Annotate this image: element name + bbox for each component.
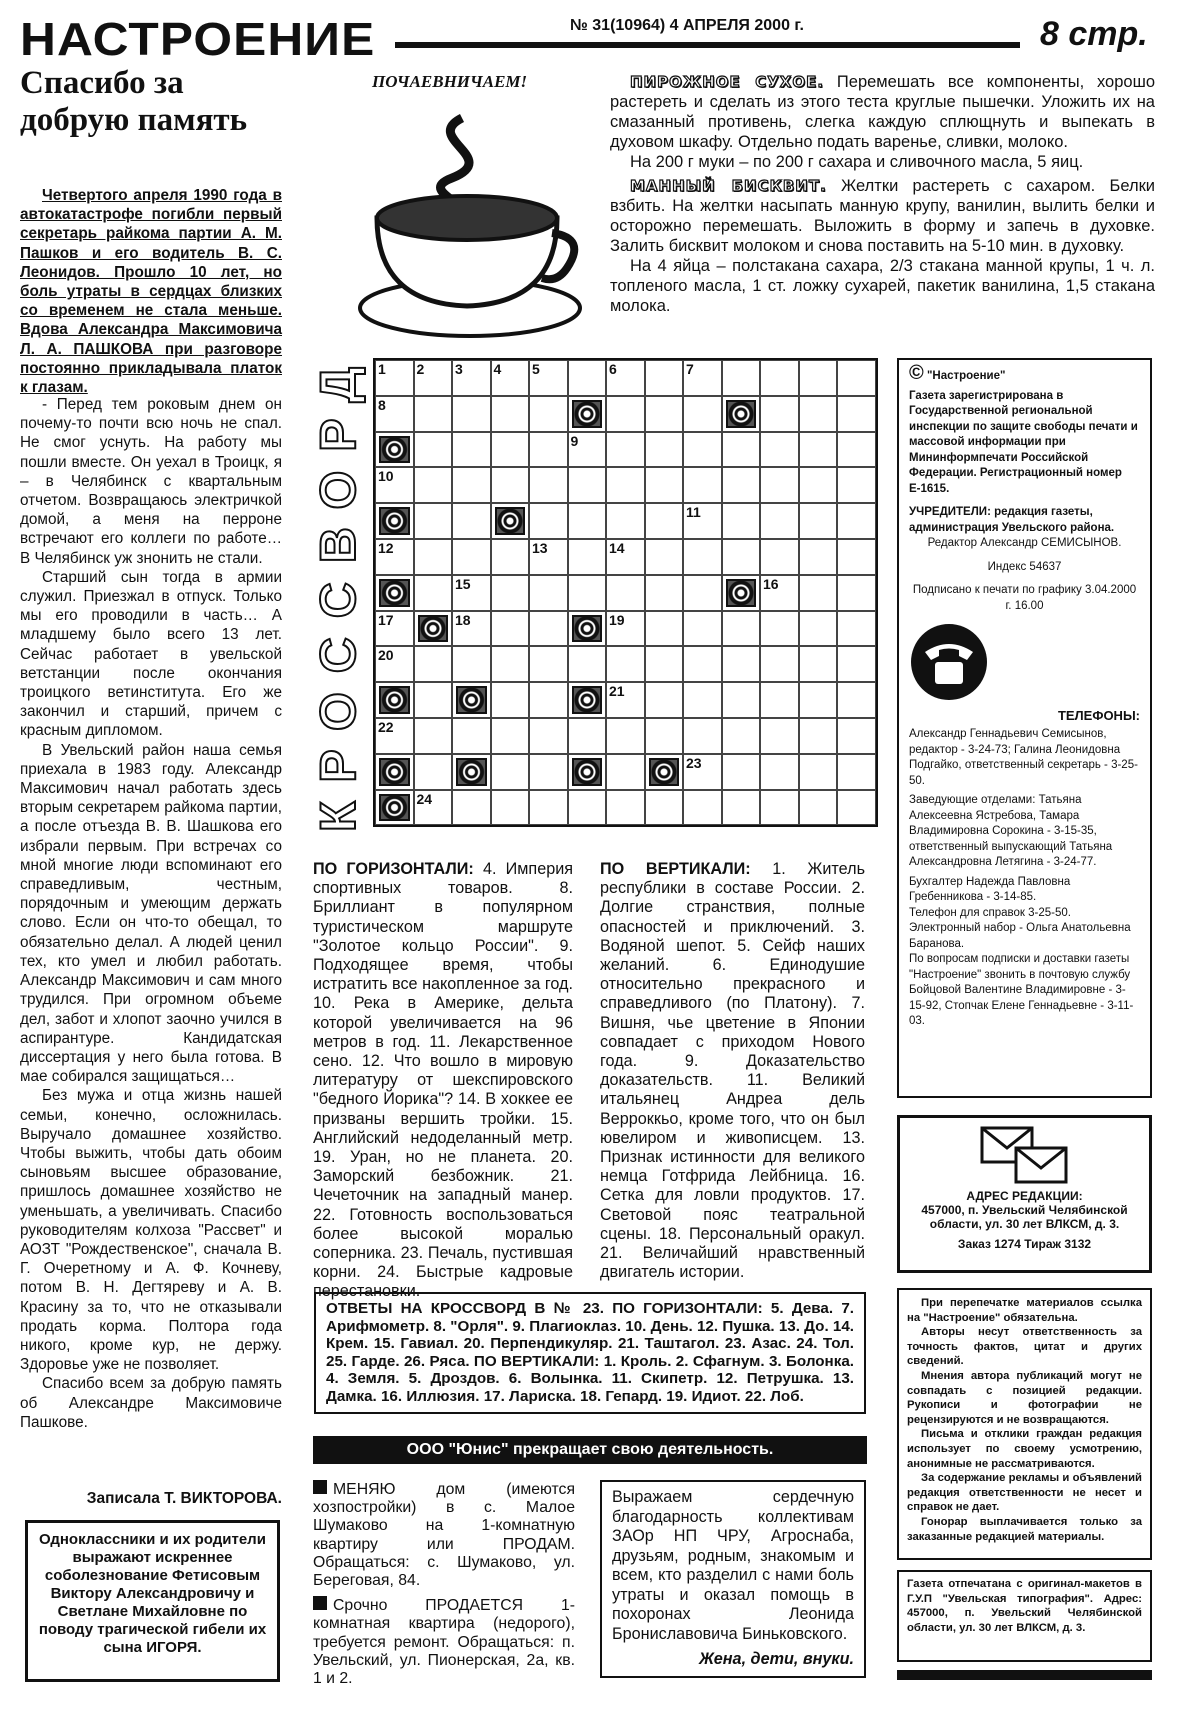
crossword-cell xyxy=(375,467,414,503)
crossword-cell xyxy=(529,467,568,503)
clues-down xyxy=(600,860,865,1282)
crossword-cell xyxy=(529,432,568,468)
ad-text: Срочно ПРОДАЕТСЯ 1-комнатная квартира (недорого), требуется ремонт. Обращаться: п. Увельский, ул. Пионерская, 2а, кв. 1 и 2. xyxy=(313,1597,575,1688)
crossword-number: 23 xyxy=(686,754,702,771)
crossword-number: 12 xyxy=(378,539,394,556)
rule-item: Гонорар выплачивается только за заказанные редакцией материалы. xyxy=(907,1515,1142,1543)
crossword-cell xyxy=(606,646,645,682)
crossword-block xyxy=(452,682,491,718)
crossword-cell xyxy=(606,611,645,647)
crossword-cell xyxy=(645,575,684,611)
crossword-vertical-title xyxy=(310,362,366,842)
crossword-cell xyxy=(529,360,568,396)
crossword-cell xyxy=(683,503,722,539)
crossword-number: 22 xyxy=(378,718,394,735)
article-signature: Записала Т. ВИКТОРОВА. xyxy=(86,1490,282,1507)
crossword-cell xyxy=(606,503,645,539)
crossword-block xyxy=(375,682,414,718)
crossword-cell xyxy=(645,467,684,503)
page-number: 8 стр. xyxy=(1040,15,1148,53)
crossword-block xyxy=(568,754,607,790)
crossword-cell xyxy=(683,646,722,682)
crossword-block xyxy=(375,790,414,826)
crossword-cell xyxy=(606,467,645,503)
crossword-cell xyxy=(414,718,453,754)
crossword-cell xyxy=(491,467,530,503)
gratitude-text: Выражаем сердечную благодарность коллективам ЗАОр НП ЧРУ, Агроснаба, друзьям, родным, знакомым и всем, кто разделил с нами боль утраты и оказал помощь в похоронах Леонида Брониславовича Биньковского. xyxy=(612,1488,854,1643)
crossword-cell xyxy=(375,360,414,396)
crossword-cell xyxy=(683,611,722,647)
crossword-cell xyxy=(606,790,645,826)
crossword-cell xyxy=(529,575,568,611)
crossword-cell xyxy=(414,575,453,611)
crossword-cell xyxy=(606,575,645,611)
crossword-cell xyxy=(375,396,414,432)
crossword-cell xyxy=(568,718,607,754)
crossword-cell xyxy=(799,718,838,754)
crossword-cell xyxy=(529,754,568,790)
phones-line: Электронный набор - Ольга Анатольевна Баранова. xyxy=(909,922,1131,950)
gratitude-box xyxy=(600,1480,866,1678)
phones-line: Телефон для справок 3-25-50. xyxy=(909,906,1071,919)
bullet-square xyxy=(313,1480,327,1494)
bullet-square xyxy=(313,1596,327,1610)
ad-text: МЕНЯЮ дом (имеются хозпостройки) в с. Малое Шумаково на 1-комнатную квартиру или ПРОДАМ. Обращаться: с. Шумаково, ул. Береговая, 84. xyxy=(313,1481,575,1590)
crossword-cell xyxy=(645,503,684,539)
article-title: Спасибо за добрую память xyxy=(20,65,248,138)
crossword-cell xyxy=(760,396,799,432)
article-paragraph: - Перед тем роковым днем он почему-то почти всю ночь не спал. Не смог уснуть. На работу мы пошли вместе. Он уехал в Троицк, я – в Челябинск с квартальным отчетом. Возвращаюсь электричкой домой, а меня на перроне встречают его коллеги по работе… В Челябинск уж знонить не стали. xyxy=(20,396,282,567)
crossword-number: 8 xyxy=(378,396,386,413)
crossword-cell xyxy=(606,718,645,754)
address-box xyxy=(897,1115,1152,1273)
crossword-number: 15 xyxy=(455,575,471,592)
crossword-title-text: КРОССВОРД xyxy=(310,367,366,832)
rule-item: Мнения автора публикаций могут не совпадать с позицией редакции. Рукописи и фотографии не рецензируются и не возвращаются. xyxy=(907,1369,1142,1426)
crossword-cell xyxy=(645,682,684,718)
bottom-rule xyxy=(897,1670,1152,1680)
crossword-number: 1 xyxy=(378,361,386,377)
notice-bar: ООО "Юнис" прекращает свою деятельность. xyxy=(313,1436,867,1464)
crossword-cell xyxy=(491,396,530,432)
crossword-cell xyxy=(837,790,876,826)
crossword-cell xyxy=(645,360,684,396)
crossword-cell xyxy=(452,432,491,468)
crossword-cell xyxy=(529,682,568,718)
crossword-cell xyxy=(491,360,530,396)
crossword-cell xyxy=(722,682,761,718)
crossword-cell xyxy=(414,539,453,575)
crossword-cell xyxy=(568,539,607,575)
issue-number: № 31(10964) 4 АПРЕЛЯ 2000 г. xyxy=(570,17,804,34)
crossword-cell xyxy=(645,611,684,647)
crossword-number: 6 xyxy=(609,361,617,377)
crossword-number: 20 xyxy=(378,647,394,664)
crossword-number: 5 xyxy=(532,361,540,377)
crossword-cell xyxy=(683,432,722,468)
crossword-cell xyxy=(568,575,607,611)
gratitude-signature: Жена, дети, внуки. xyxy=(698,1650,854,1668)
crossword-cell xyxy=(568,360,607,396)
crossword-cell xyxy=(837,718,876,754)
crossword-block xyxy=(722,396,761,432)
crossword-cell xyxy=(529,503,568,539)
crossword-cell xyxy=(606,682,645,718)
crossword-cell xyxy=(452,646,491,682)
crossword-block xyxy=(568,682,607,718)
crossword-cell xyxy=(375,539,414,575)
crossword-number: 21 xyxy=(609,683,625,700)
crossword-cell xyxy=(606,432,645,468)
crossword-cell xyxy=(799,360,838,396)
crossword-grid xyxy=(373,358,878,827)
phones-line: По вопросам подписки и доставки газеты "Настроение" звонить в почтовую службу Бойцовой Валентине Владимировне - 3-15-92, Стопчак Елене Геннадьевне - 3-11-03. xyxy=(909,953,1134,1027)
clues-down-heading: ПО ВЕРТИКАЛИ: xyxy=(600,860,751,878)
crossword-cell xyxy=(683,754,722,790)
address-text: 457000, п. Увельский Челябинской области, ул. 30 лет ВЛКСМ, д. 3. xyxy=(921,1203,1128,1231)
article-body xyxy=(20,395,282,1432)
article-lead xyxy=(20,186,282,397)
crossword-number: 17 xyxy=(378,611,394,628)
crossword-cell xyxy=(760,646,799,682)
crossword-cell xyxy=(760,611,799,647)
crossword-cell xyxy=(683,790,722,826)
crossword-block xyxy=(491,503,530,539)
crossword-cell xyxy=(760,754,799,790)
crossword-cell xyxy=(799,503,838,539)
editorial-rules xyxy=(897,1288,1152,1560)
crossword-number: 10 xyxy=(378,468,394,485)
crossword-cell xyxy=(799,790,838,826)
crossword-cell xyxy=(722,360,761,396)
crossword-cell xyxy=(452,503,491,539)
condolence-box: Одноклассники и их родители выражают искреннее соболезнование Фетисовым Виктору Александровичу и Светлане Михайловне по поводу трагической гибели их сына ИГОРЯ. xyxy=(25,1520,280,1682)
founders: УЧРЕДИТЕЛИ: редакция газеты, администрация Увельского района. xyxy=(909,506,1115,534)
crossword-cell xyxy=(799,432,838,468)
crossword-block xyxy=(375,754,414,790)
recipe-ingredients: На 4 яйца – полстакана сахара, 2/3 стакана манной крупы, 1 ч. л. топленого масла, 1 ст. ложку сухарей, пакетик ванилина, 1,5 стакана молока. xyxy=(610,257,1155,315)
crossword-cell xyxy=(375,718,414,754)
crossword-cell xyxy=(760,503,799,539)
imprint-box xyxy=(897,358,1152,1098)
crossword-cell xyxy=(491,539,530,575)
crossword-block xyxy=(375,503,414,539)
editor: Редактор Александр СЕМИСЫНОВ. xyxy=(927,537,1122,549)
crossword-number: 4 xyxy=(493,361,502,377)
rule-item: Авторы несут ответственность за точность фактов, цитат и других сведений. xyxy=(907,1326,1142,1368)
crossword-cell xyxy=(722,539,761,575)
crossword-cell xyxy=(452,360,491,396)
print-info: Газета отпечатана с оригинал-макетов в Г.У.П "Увельская типография". Адрес: 457000, п. Увельский Челябинской области, ул. 30 лет ВЛКСМ, д. 3. xyxy=(897,1570,1152,1662)
crossword-cell xyxy=(452,718,491,754)
crossword-cell xyxy=(799,539,838,575)
crossword-cell xyxy=(375,611,414,647)
phones-title: ТЕЛЕФОНЫ: xyxy=(1057,707,1140,723)
crossword-number: 2 xyxy=(416,361,425,377)
recipe-title: МАННЫЙ БИСКВИТ. xyxy=(630,177,827,195)
crossword-cell xyxy=(452,790,491,826)
address-title: АДРЕС РЕДАКЦИИ: xyxy=(966,1189,1083,1203)
crossword-cell xyxy=(414,360,453,396)
crossword-block xyxy=(452,754,491,790)
crossword-cell xyxy=(606,396,645,432)
telephone-icon xyxy=(909,622,989,702)
crossword-cell xyxy=(529,611,568,647)
crossword-cell xyxy=(452,396,491,432)
crossword-cell xyxy=(491,432,530,468)
crossword-number: 3 xyxy=(455,361,463,377)
article-paragraph: В Увельский район наша семья приехала в 1983 году. Александр Максимович начал работать здесь вторым секретарем райкома партии, а после отъезда В. В. Шашкова его избрали первым. При встречах со мной многие люди вспоминают его справедливым, честным, порядочным и умеющим держать слово. Если он что-то обещал, то обязательно делал. А людей ценил тех, кто умел и любил работать. Александр Максимович и сам много трудился. При огромном объеме дел, забот и хлопот заочно учился в аспирантуре. Кандидатская диссертация у него была готова. В мае собирался защищаться… xyxy=(20,741,282,1086)
crossword-cell xyxy=(414,467,453,503)
crossword-cell xyxy=(568,432,607,468)
crossword-cell xyxy=(568,646,607,682)
index: Индекс 54637 xyxy=(987,560,1062,573)
crossword-cell xyxy=(799,611,838,647)
crossword-cell xyxy=(491,754,530,790)
crossword-cell xyxy=(683,467,722,503)
crossword-cell xyxy=(529,539,568,575)
recipe-text: Желтки растереть с сахаром. Белки взбить. На желтки насыпать манную крупу, ванилин, вылить белки и осторожно перемешать. Выложить в форму и запечь в духовке. Залить бисквит молоком и снова поставить на 5-10 мин. в духовку. xyxy=(610,177,1156,255)
crossword-cell xyxy=(760,718,799,754)
crossword-cell xyxy=(683,396,722,432)
crossword-cell xyxy=(722,432,761,468)
crossword-cell xyxy=(529,646,568,682)
crossword-cell xyxy=(645,432,684,468)
crossword-block xyxy=(568,396,607,432)
crossword-cell xyxy=(491,718,530,754)
crossword-cell xyxy=(760,682,799,718)
recipe-text: Перемешать все компоненты, хорошо растереть и сделать из этого теста круглые пышечки. Уложить их на смазанный противень, слегка каждую сплющнуть и выпекать в духовом шкафу. Отдельно подать варенье, сливки, молоко. xyxy=(610,73,1155,151)
crossword-number: 18 xyxy=(455,611,471,628)
crossword-block xyxy=(375,432,414,468)
crossword-cell xyxy=(568,467,607,503)
crossword-answers: ОТВЕТЫ НА КРОССВОРД В № 23. ПО ГОРИЗОНТАЛИ: 5. Дева. 7. Арифмометр. 8. "Орля". 9. Плагиоклаз. 10. День. 12. Пушка. 13. До. 14. Крем. 15. Гавиал. 20. Перпендикуляр. 21. Таштагол. 23. Азас. 24. Тол. 25. Гарде. 26. Ряса. ПО ВЕРТИКАЛИ: 1. Кроль. 2. Сфагнум. 3. Болонка. 4. Земля. 5. Дроздов. 6. Волынка. 11. Скипетр. 12. Петрушка. 13. Дамка. 16. Иллюзия. 17. Лариска. 18. Гепард. 19. Идиот. 22. Лоб. xyxy=(314,1292,866,1414)
crossword-cell xyxy=(760,432,799,468)
crossword-cell xyxy=(722,646,761,682)
crossword-cell xyxy=(683,718,722,754)
recipe-ingredients: На 200 г муки – по 200 г сахара и сливочного масла, 5 яиц. xyxy=(630,153,1084,171)
article-paragraph: Старший сын тогда в армии служил. Приезжал в отпуск. Только мы его проводили в часть… А младшему было всего 13 лет. Сейчас работает в увельской ветстанции после окончания троицкого ветинститута. Его же закончил и старший, причем с красным дипломом. xyxy=(20,568,282,740)
registration: Газета зарегистрирована в Государственной региональной инспекции по защите свободы печати и массовой информации при Мининформпечати Российской Федерации. Регистрационный номер Е-1615. xyxy=(909,389,1138,495)
recipe-title: ПИРОЖНОЕ СУХОЕ. xyxy=(630,73,825,91)
crossword-cell xyxy=(452,467,491,503)
crossword-cell xyxy=(683,360,722,396)
crossword-cell xyxy=(491,790,530,826)
envelope-icon xyxy=(980,1126,1070,1186)
crossword-cell xyxy=(799,467,838,503)
clues-across-text: 4. Империя спортивных товаров. 8. Бриллиант в популярном туристическом маршруте "Золотое кольцо России". 9. Подходящее время, чтобы истратить все накопленное за год. 10. Река в Америке, дельта которой увеличивается на 96 метров в год. 11. Лекарственное сено. 12. Что вошло в мировую литературу от шекспировского "бедного Йорика"? 14. В хоккее ее призваны вершить тройки. 15. Английский недоделанный метр. 19. Уран, но не планета. 20. Заморский безбожник. 21. Чечеточник на западный манер. 22. Готовность воспользоваться более высокой моралью соперника. 23. Печаль, пустившая корни. 24. Быстрые кадровые перестановки. xyxy=(313,860,574,1301)
masthead: НАСТРОЕНИЕ xyxy=(20,13,376,65)
classified-ads xyxy=(313,1480,575,1694)
imprint-name: "Настроение" xyxy=(926,370,1006,382)
crossword-cell xyxy=(683,539,722,575)
crossword-cell xyxy=(799,396,838,432)
crossword-cell xyxy=(645,718,684,754)
crossword-cell xyxy=(606,754,645,790)
crossword-block xyxy=(414,611,453,647)
crossword-number: 13 xyxy=(532,539,548,556)
clues-across-heading: ПО ГОРИЗОНТАЛИ: xyxy=(313,860,474,878)
crossword-cell xyxy=(414,646,453,682)
crossword-number: 19 xyxy=(609,611,625,628)
crossword-cell xyxy=(645,646,684,682)
crossword-cell xyxy=(837,575,876,611)
crossword-cell xyxy=(799,646,838,682)
crossword-block xyxy=(645,754,684,790)
crossword-number: 14 xyxy=(609,539,625,556)
crossword-cell xyxy=(837,432,876,468)
crossword-cell xyxy=(491,646,530,682)
crossword-cell xyxy=(837,467,876,503)
phones-line: Александр Геннадьевич Семисынов, редактор - 3-24-73; Галина Леонидовна Подгайко, ответственный секретарь - 3-25-50. xyxy=(909,728,1138,787)
phones-line: Бухгалтер Надежда Павловна Гребенникова - 3-14-85. xyxy=(909,875,1071,903)
lead-text: Четвертого апреля 1990 года в автокатастрофе погибли первый секретарь райкома партии А. М. Пашков и его водитель В. С. Леонидов. Прошло 10 лет, но боль утраты в сердцах близких со временем не стала меньше. Вдова Александра Максимовича Л. А. ПАШКОВА при разговоре постоянно прикладывала платок к глазам. xyxy=(20,187,282,397)
crossword-cell xyxy=(568,503,607,539)
crossword-cell xyxy=(799,754,838,790)
crossword-cell xyxy=(452,575,491,611)
crossword-cell xyxy=(375,646,414,682)
crossword-cell xyxy=(452,539,491,575)
crossword-cell xyxy=(529,790,568,826)
article-paragraph: Спасибо всем за добрую память об Александре Максимовиче Пашкове. xyxy=(20,1375,282,1431)
crossword-cell xyxy=(837,754,876,790)
crossword-cell xyxy=(568,790,607,826)
crossword-cell xyxy=(645,790,684,826)
crossword-cell xyxy=(529,396,568,432)
crossword-cell xyxy=(722,467,761,503)
article-paragraph: Без мужа и отца жизнь нашей семьи, конечно, осложнилась. Выручало домашнее хозяйство. Чтобы выжить, чтобы дать обоим сыновьям высшее образование, пришлось домашнее хозяйство не уменьшать, а увеличивать. Спасибо руководителям колхоза "Рассвет" и АОЗТ "Рождественское", сначала В. Г. Очеретному и А. Ф. Кочневу, потом В. Н. Дегтяреву и А. В. Красину за то, что не отказывали продать корма. Полтора года никого, кроме кур, не держу. Здоровье уже не позволяет. xyxy=(20,1087,282,1374)
crossword-cell xyxy=(452,611,491,647)
order-info: Заказ 1274 Тираж 3132 xyxy=(957,1237,1092,1251)
recipes-text xyxy=(610,72,1155,316)
recipes-heading: ПОЧАЕВНИЧАЕМ! xyxy=(372,72,528,91)
crossword-number: 16 xyxy=(763,575,779,592)
crossword-cell xyxy=(837,360,876,396)
crossword-cell xyxy=(683,682,722,718)
crossword-cell xyxy=(606,539,645,575)
crossword-cell xyxy=(760,539,799,575)
crossword-cell xyxy=(837,503,876,539)
crossword-cell xyxy=(414,754,453,790)
crossword-cell xyxy=(837,611,876,647)
crossword-cell xyxy=(414,682,453,718)
crossword-cell xyxy=(645,396,684,432)
crossword-cell xyxy=(799,682,838,718)
tea-cup-illustration xyxy=(352,98,582,338)
crossword-number: 24 xyxy=(416,790,433,807)
signed-to-print: Подписано к печати по графику 3.04.2000 г. 16.00 xyxy=(912,584,1137,612)
rule-item: При перепечатке материалов ссылка на "Настроение" обязательна. xyxy=(907,1297,1142,1324)
crossword-cell xyxy=(606,360,645,396)
crossword-cell xyxy=(683,575,722,611)
crossword-cell xyxy=(760,467,799,503)
copyright-icon: © xyxy=(909,362,924,384)
crossword-number: 11 xyxy=(686,504,701,521)
header-rule xyxy=(395,42,1020,48)
crossword-cell xyxy=(722,611,761,647)
crossword-cell xyxy=(799,575,838,611)
crossword-block xyxy=(722,575,761,611)
crossword-cell xyxy=(414,396,453,432)
rule-item: За содержание рекламы и объявлений редакция ответственности не несет и справок не дает. xyxy=(907,1472,1142,1514)
crossword-cell xyxy=(722,718,761,754)
crossword-cell xyxy=(722,503,761,539)
clues-down-text: 1. Житель республики в составе России. 2. Долгие странствия, полные опасностей и приключений. 3. Водяной шепот. 5. Сейф наших желаний. 6. Единодушие относительно прекрасного и справедливого (по Платону). 7. Вишня, чье цветение в Японии совпадает с приходом Нового года. 9. Доказательство доказательств. 11. Великий итальянец Андреа дель Верроккьо, кроме того, что он был ювелиром и живописцем. 13. Признак истинности для великого немца Готфрида Лейбница. 16. Сетка для ловли продуктов. 17. Световой пояс театральной сцены. 18. Персональный оракул. 21. Величайший нравственный двигатель истории. xyxy=(600,860,865,1282)
crossword-cell xyxy=(760,790,799,826)
crossword-number: 7 xyxy=(686,361,694,377)
crossword-number: 9 xyxy=(570,432,579,449)
crossword-cell xyxy=(529,718,568,754)
crossword-cell xyxy=(722,754,761,790)
crossword-cell xyxy=(837,646,876,682)
crossword-cell xyxy=(760,360,799,396)
crossword-cell xyxy=(491,682,530,718)
rule-item: Письма и отклики граждан редакция использует по своему усмотрению, анонимные не рассматриваются. xyxy=(907,1428,1142,1470)
crossword-cell xyxy=(414,790,453,826)
crossword-cell xyxy=(837,539,876,575)
clues-across xyxy=(313,860,573,1302)
phones-line: Заведующие отделами: Татьяна Алексеевна Ястребова, Тамара Владимировна Сорокина - 3-15-35, ответственный выпускающий Татьяна Александровна Летягина - 3-24-77. xyxy=(909,794,1113,868)
crossword-block xyxy=(568,611,607,647)
crossword-cell xyxy=(760,575,799,611)
crossword-cell xyxy=(837,682,876,718)
crossword-cell xyxy=(491,575,530,611)
crossword-block xyxy=(375,575,414,611)
crossword-cell xyxy=(491,611,530,647)
crossword-cell xyxy=(414,432,453,468)
crossword-cell xyxy=(722,790,761,826)
crossword-cell xyxy=(414,503,453,539)
crossword-cell xyxy=(645,539,684,575)
crossword-cell xyxy=(837,396,876,432)
